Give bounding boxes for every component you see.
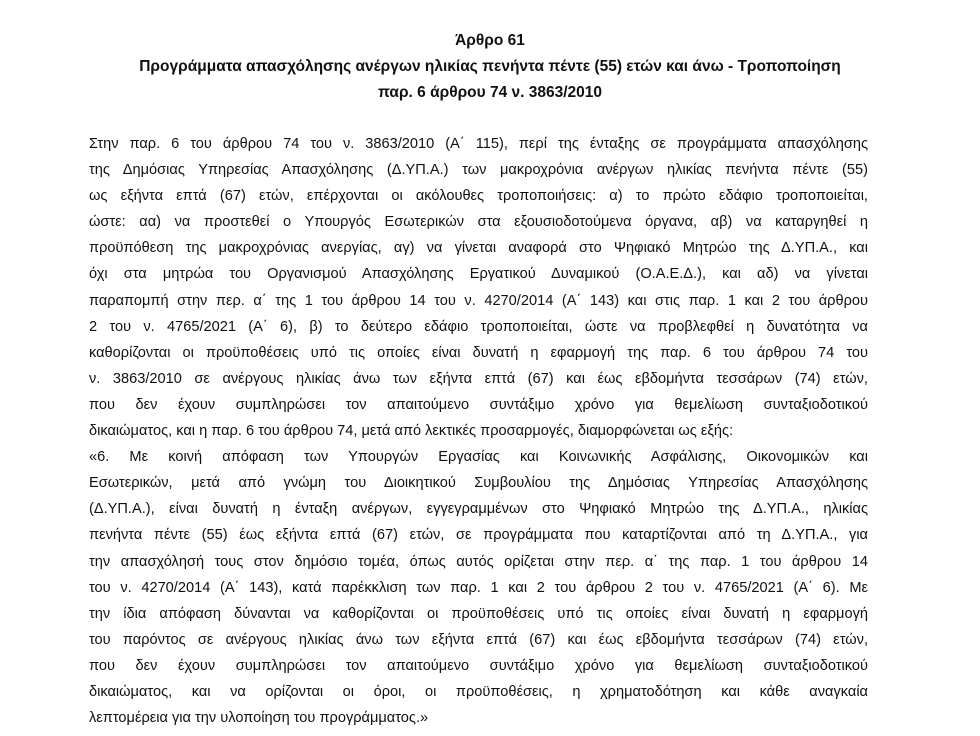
quoted-line: την απασχόλησή τους στον δημόσιο τομέα, όπως αυτός ορίζεται στην περ. α΄ της παρ. 1 του άρθρου 14 (89, 553, 868, 570)
article-title-line-1: Προγράμματα απασχόλησης ανέργων ηλικίας πενήντα πέντε (55) ετών και άνω - Τροποποίηση (139, 58, 841, 75)
quoted-line: λεπτομέρεια για την υλοποίηση του προγράμματος.» (89, 710, 429, 727)
body-line: 2 του ν. 4765/2021 (Α΄ 6), β) το δεύτερο εδάφιο τροποποιείται, ώστε να προβλεφθεί η δυνατότητα να (89, 318, 868, 335)
quoted-line: που δεν έχουν συμπληρώσει τον απαιτούμενο συντάξιμο χρόνο για θεμελίωση συνταξιοδοτικού (89, 657, 868, 674)
body-line: προϋπόθεση της μακροχρόνιας ανεργίας, αγ) να γίνεται αναφορά στο Ψηφιακό Μητρώο της Δ.ΥΠ.Α., και (89, 240, 868, 257)
article-body (89, 131, 868, 731)
quoted-line: Εσωτερικών, μετά από γνώμη του Διοικητικού Συμβουλίου της Δημόσιας Υπηρεσίας Απασχόλησης (89, 475, 868, 492)
quoted-line: του παρόντος σε ανέργους ηλικίας άνω των εξήντα επτά (67) και έως εβδομήντα τεσσάρων (74) ετών, (89, 631, 868, 648)
article-header (0, 28, 980, 106)
quoted-line: (Δ.ΥΠ.Α.), είναι δυνατή η ένταξη ανέργων, εγγεγραμμένων στο Ψηφιακό Μητρώο της Δ.ΥΠ.Α., ηλικίας (89, 501, 868, 518)
body-line: της Δημόσιας Υπηρεσίας Απασχόλησης (Δ.ΥΠ.Α.) των μακροχρόνια ανέργων ηλικίας πενήντα πέντε (55) (89, 162, 868, 179)
quoted-line: δικαιώματος, και να ορίζονται οι όροι, οι προϋποθέσεις, η χρηματοδότηση και κάθε αναγκαία (89, 683, 868, 700)
body-line: Στην παρ. 6 του άρθρου 74 του ν. 3863/2010 (Α΄ 115), περί της ένταξης σε προγράμματα απασχόλησης (89, 136, 868, 152)
article-number: Άρθρο 61 (455, 32, 525, 49)
body-line: ώστε: αα) να προστεθεί ο Υπουργός Εσωτερικών στα εξουσιοδοτούμενα όργανα, αβ) να καταργηθεί η (89, 214, 868, 231)
body-line: ν. 3863/2010 σε ανέργους ηλικίας άνω των εξήντα επτά (67) και έως εβδομήντα τεσσάρων (74) ετών, (89, 370, 868, 387)
quoted-line: «6. Με κοινή απόφαση των Υπουργών Εργασίας και Κοινωνικής Ασφάλισης, Οικονομικών και (89, 449, 868, 466)
article-title-line-2: παρ. 6 άρθρου 74 ν. 3863/2010 (377, 84, 603, 101)
body-line: παραπομπή στην περ. α΄ της 1 του άρθρου 14 του ν. 4270/2014 (Α΄ 143) και στις παρ. 1 και 2 του άρθρου (89, 292, 868, 309)
body-line: καθορίζονται οι προϋποθέσεις υπό τις οποίες είναι δυνατή η εφαρμογή της παρ. 6 του άρθρου 74 του (89, 344, 868, 361)
body-line: δικαιώματος, και η παρ. 6 του άρθρου 74, μετά από λεκτικές προσαρμογές, διαμορφώνεται ως εξής: (89, 423, 734, 440)
body-line: που δεν έχουν συμπληρώσει τον απαιτούμενο συντάξιμο χρόνο για θεμελίωση συνταξιοδοτικού (89, 396, 868, 413)
body-line: όχι στα μητρώα του Οργανισμού Απασχόλησης Εργατικού Δυναμικού (Ο.Α.Ε.Δ.), και αδ) να γίνεται (89, 266, 868, 283)
quoted-line: την ίδια απόφαση δύνανται να καθορίζονται οι προϋποθέσεις υπό τις οποίες είναι δυνατή η εφαρμογή (89, 605, 868, 622)
quoted-line: πενήντα πέντε (55) έως εξήντα επτά (67) ετών, σε προγράμματα που καταρτίζονται από τη Δ.ΥΠ.Α., για (89, 527, 868, 544)
body-line: ως εξήντα επτά (67) ετών, επέρχονται οι ακόλουθες τροποποιήσεις: α) το πρώτο εδάφιο τροποποιείται, (89, 188, 868, 205)
quoted-line: του ν. 4270/2014 (Α΄ 143), κατά παρέκκλιση των παρ. 1 και 2 του άρθρου 2 του ν. 4765/2021 (Α΄ 6). Με (89, 579, 868, 596)
